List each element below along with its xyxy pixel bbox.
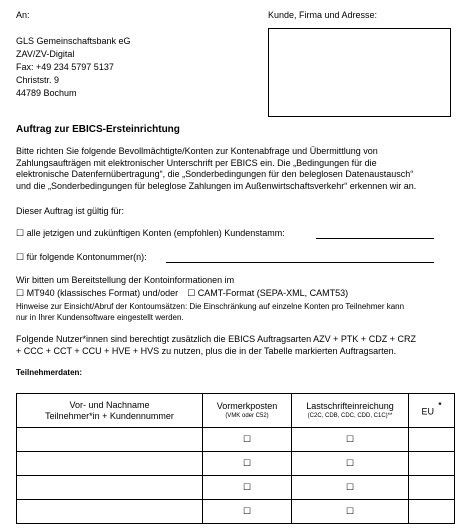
prenote-checkbox[interactable]: ☐ [203,500,292,524]
address-line: 44789 Bochum [16,88,77,98]
all-accounts-checkbox[interactable]: ☐ [16,228,25,238]
validity-label: Dieser Auftrag ist gültig für: [16,206,125,216]
participants-label: Teilnehmerdaten: [16,368,83,377]
col-name-header: Vor- und Nachname Teilnehmer*in + Kundennummer [17,394,203,428]
following-accounts-checkbox[interactable]: ☐ [16,252,25,262]
all-accounts-label: alle jetzigen und zukünftigen Konten (empfohlen) Kundenstamm: [26,228,285,238]
eu-cell[interactable] [409,500,455,524]
format-options [16,288,348,299]
customer-label: Kunde, Firma und Adresse: [268,10,378,20]
authorization-line: Folgende Nutzer*innen sind berechtigt zusätzlich die EBICS Auftragsarten AZV + PTK + CDZ + CRZ [16,334,416,344]
participant-name-cell[interactable] [17,452,203,476]
option-following-accounts [16,252,147,263]
address-line: Christstr. 9 [16,75,60,85]
to-label: An: [16,10,30,20]
col-eu-header: EU * [409,394,455,428]
authorization-line: + CCC + CCT + CCU + HVE + HVS zu nutzen, plus die in der Tabelle markierten Auftragsarten. [16,346,397,356]
prenote-checkbox[interactable]: ☐ [203,476,292,500]
intro-line: Zahlungsaufträgen mit elektronischer Unterschrift per EBICS ein. Die „Bedingungen für die [16,157,377,168]
customer-address-field[interactable] [268,28,451,117]
participant-name-cell[interactable] [17,476,203,500]
table-row [17,428,455,452]
address-line: Fax: +49 234 5797 5137 [16,62,114,72]
participants-table [16,393,455,524]
address-line: GLS Gemeinschaftsbank eG [16,36,131,46]
direct-debit-checkbox[interactable]: ☐ [292,452,409,476]
table-row [17,500,455,524]
format-request: Wir bitten um Bereitstellung der Kontoinformationen im [16,275,235,285]
hint-line: nur in Ihrer Kundensoftware eingestellt werden. [16,313,184,322]
intro-line: und die „Sonderbedingungen für beleglose Zahlungen im Außenwirtschaftsverkehr“ erkennen wir an. [16,180,417,191]
prenote-checkbox[interactable]: ☐ [203,452,292,476]
table-row [17,452,455,476]
camt-label: CAMT-Format (SEPA-XML, CAMT53) [197,288,349,298]
option-all-accounts [16,228,285,239]
address-line: ZAV/ZV-Digital [16,49,75,59]
eu-cell[interactable] [409,452,455,476]
account-numbers-input[interactable] [166,262,434,263]
hint-line: Hinweise zur Einsicht/Abruf der Kontoumsätzen: Die Einschränkung auf einzelne Konten pro Teilnehmer kann [16,302,405,311]
table-row [17,476,455,500]
eu-cell[interactable] [409,476,455,500]
customer-master-input[interactable] [316,238,434,239]
col-prenote-header: Vormerkposten (VMK oder C52) [203,394,292,428]
participant-name-cell[interactable] [17,500,203,524]
intro-line: elektronische Datenfernübertragung“, die „Sonderbedingungen für den beleglosen Datenaustausch“ [16,169,414,179]
direct-debit-checkbox[interactable]: ☐ [292,428,409,452]
prenote-checkbox[interactable]: ☐ [203,428,292,452]
direct-debit-checkbox[interactable]: ☐ [292,500,409,524]
intro-paragraph [16,146,454,192]
participant-name-cell[interactable] [17,428,203,452]
col-direct-debit-header: Lastschrifteinreichung (C2C, CDB, CDC, CDD, C1C)** [292,394,409,428]
camt-checkbox[interactable]: ☐ [187,288,196,298]
direct-debit-checkbox[interactable]: ☐ [292,476,409,500]
mt940-checkbox[interactable]: ☐ [16,288,25,298]
intro-line: Bitte richten Sie folgende Bevollmächtigte/Konten zur Kontenabfrage und Übermittlung von [16,146,378,156]
mt940-label: MT940 (klassisches Format) und/oder [26,288,179,298]
eu-cell[interactable] [409,428,455,452]
following-accounts-label: für folgende Kontonummer(n): [26,252,147,262]
document-title: Auftrag zur EBICS-Ersteinrichtung [16,124,180,135]
table-header-row [17,394,455,428]
